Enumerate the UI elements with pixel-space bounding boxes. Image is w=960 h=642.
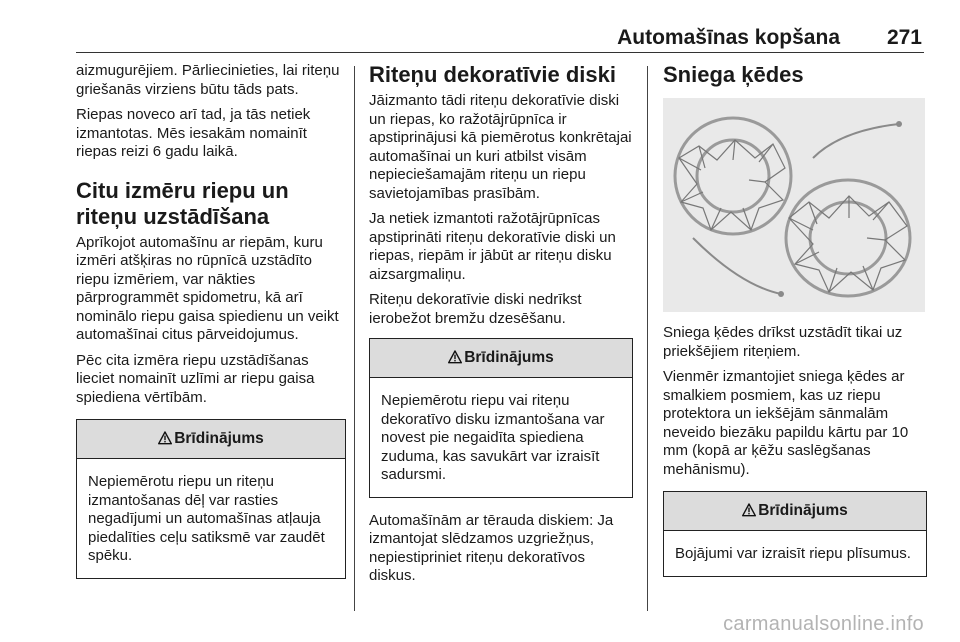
column-divider-2 xyxy=(647,66,648,611)
column-1 xyxy=(76,62,346,579)
header-rule xyxy=(76,52,924,53)
page-number: 271 xyxy=(886,26,922,49)
warning-triangle-icon xyxy=(158,431,172,445)
warning-box xyxy=(76,419,346,579)
paragraph: Aprīkojot automašīnu ar riepām, kuru izmēri atšķiras no rūpnīcā uzstādīto riepu izmēriem, var nākties pārprogrammēt spidometru, kā arī nominālo riepu gaisa spiedienu un veikt automašīnai citus pārveidojumus. xyxy=(76,233,339,343)
page-header-title: Automašīnas kopšana xyxy=(617,26,840,49)
warning-triangle-icon xyxy=(742,503,756,517)
paragraph: aizmugurējiem. Pārliecinieties, lai riteņu griešanās virziens būtu tāds pats. xyxy=(76,62,340,98)
warning-header xyxy=(77,420,345,459)
paragraph: Riepas noveco arī tad, ja tās netiek izmantotas. Mēs iesakām nomainīt riepas reizi 6 gadu laikā. xyxy=(76,106,311,160)
warning-triangle-icon xyxy=(448,350,462,364)
section-heading: Citu izmēru riepu un riteņu uzstādīšana xyxy=(76,177,289,229)
paragraph: Ja netiek izmantoti ražotājrūpnīcas apstiprināti riteņu dekoratīvie diski un riepas, riepām ir jābūt ar riteņu disku aizsargmaliņu. xyxy=(369,210,616,283)
warning-header xyxy=(664,492,926,531)
warning-box xyxy=(663,491,927,577)
warning-header xyxy=(370,339,632,378)
paragraph: Sniega ķēdes drīkst uzstādīt tikai uz priekšējiem riteņiem. xyxy=(663,324,903,360)
column-divider-1 xyxy=(354,66,355,611)
column-2 xyxy=(369,62,633,593)
warning-body: Nepiemērotu riepu un riteņu izmantošanas dēļ var rasties negadījumi un automašīnas atļauja piedalīties ceļu satiksmē var zaudēt spēku. xyxy=(88,473,325,564)
snow-chain-illustration xyxy=(663,98,925,312)
warning-body: Nepiemērotu riepu vai riteņu dekoratīvo disku izmantošana var novest pie negaidīta spiediena zuduma, kas savukārt var izraisīt sadursmi. xyxy=(381,392,605,483)
warning-body: Bojājumi var izraisīt riepu plīsumus. xyxy=(675,545,911,562)
watermark: carmanualsonline.info xyxy=(723,613,924,635)
paragraph: Automašīnām ar tērauda diskiem: Ja izmantojat slēdzamos uzgriežņus, nepiestipriniet riteņu dekoratīvos diskus. xyxy=(369,511,614,584)
section-heading: Sniega ķēdes xyxy=(663,62,804,87)
paragraph: Pēc cita izmēra riepu uzstādīšanas lieciet nomainīt uzlīmi ar riepu gaisa spiediena vērtībām. xyxy=(76,351,315,406)
paragraph: Jāizmanto tādi riteņu dekoratīvie diski un riepas, ko ražotājrūpnīca ir apstiprinājusi kā piemērotus konkrētajai automašīnai un kuri atbilst visām nepieciešamajām riteņu un riepu savietojamības prasībām. xyxy=(369,92,632,202)
paragraph: Vienmēr izmantojiet sniega ķēdes ar smalkiem posmiem, kas uz riepu protektora un iekšējām sānmalām neveido biezāku papildu kārtu par 10 mm (kopā ar ķēžu saslēgšanas mehānismu). xyxy=(663,368,909,478)
section-heading: Riteņu dekoratīvie diski xyxy=(369,62,616,87)
warning-box xyxy=(369,338,633,498)
column-3 xyxy=(663,62,927,577)
warning-title: Brīdinājums xyxy=(758,502,848,519)
warning-title: Brīdinājums xyxy=(174,430,264,447)
paragraph: Riteņu dekoratīvie diski nedrīkst ierobežot bremžu dzesēšanu. xyxy=(369,291,582,327)
warning-title: Brīdinājums xyxy=(464,349,554,366)
